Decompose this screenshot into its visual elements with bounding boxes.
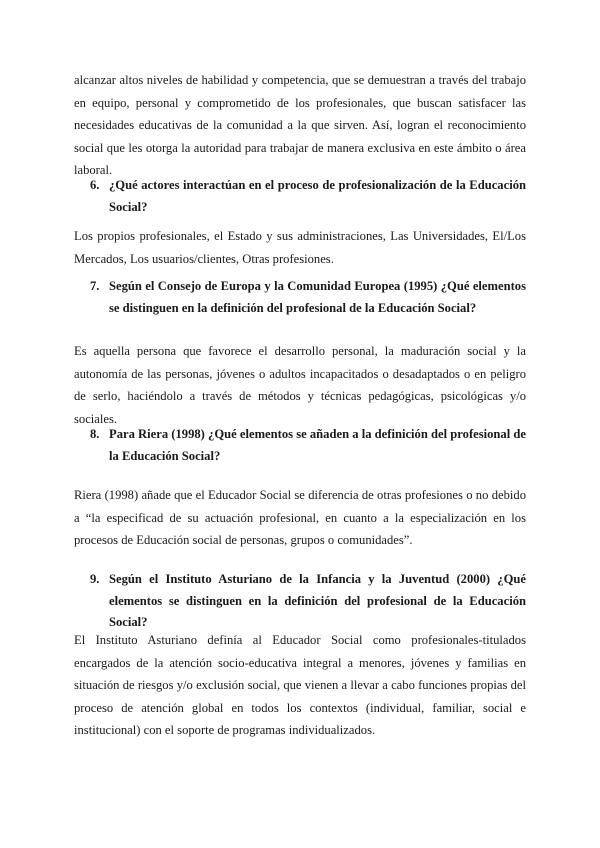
question-text: ¿Qué actores interactúan en el proceso de profesionalización de la Educación Social? <box>109 178 526 214</box>
question-number: 7. <box>90 279 100 293</box>
question-number: 9. <box>90 572 100 586</box>
question-8 <box>90 424 526 467</box>
answer-7: Es aquella persona que favorece el desarrollo personal, la maduración social y la autonomía de las personas, jóvenes o adultos incapacitados o desadaptados o en peligro de serlo, haciéndolo a través de métodos y técnicas pedagógicas, psicológicas y/o sociales. <box>74 344 526 426</box>
question-6 <box>90 175 526 218</box>
question-number: 8. <box>90 427 100 441</box>
question-number: 6. <box>90 178 100 192</box>
question-9 <box>90 569 526 634</box>
question-text: Según el Consejo de Europa y la Comunidad Europea (1995) ¿Qué elementos se distinguen en la definición del profesional de la Educación Social? <box>109 279 526 315</box>
answer-9: El Instituto Asturiano definía al Educador Social como profesionales-titulados encargados de la atención socio-educativa integral a menores, jóvenes y familias en situación de riesgos y/o exclusión social, que vienen a llevar a cabo funciones propias del proceso de atención global en todos los contextos (individual, familiar, social e institucional) con el soporte de programas individualizados. <box>74 633 526 737</box>
question-text: Según el Instituto Asturiano de la Infancia y la Juventud (2000) ¿Qué elementos se distinguen en la definición del profesional de la Educación Social? <box>109 572 526 629</box>
intro-paragraph: alcanzar altos niveles de habilidad y competencia, que se demuestran a través del trabajo en equipo, personal y comprometido de los profesionales, que buscan satisfacer las necesidades educativas de la comunidad a la que sirven. Así, logran el reconocimiento social que les otorga la autoridad para trabajar de manera exclusiva en este ámbito o área laboral. <box>74 73 526 177</box>
question-text: Para Riera (1998) ¿Qué elementos se añaden a la definición del profesional de la Educación Social? <box>109 427 526 463</box>
answer-6: Los propios profesionales, el Estado y sus administraciones, Las Universidades, El/Los Mercados, Los usuarios/clientes, Otras profesiones. <box>74 229 526 266</box>
question-7 <box>90 276 526 319</box>
answer-8: Riera (1998) añade que el Educador Social se diferencia de otras profesiones o no debido a “la especificad de su actuación profesional, en cuanto a la especialización en los procesos de Educación social de personas, grupos o comunidades”. <box>74 488 526 547</box>
